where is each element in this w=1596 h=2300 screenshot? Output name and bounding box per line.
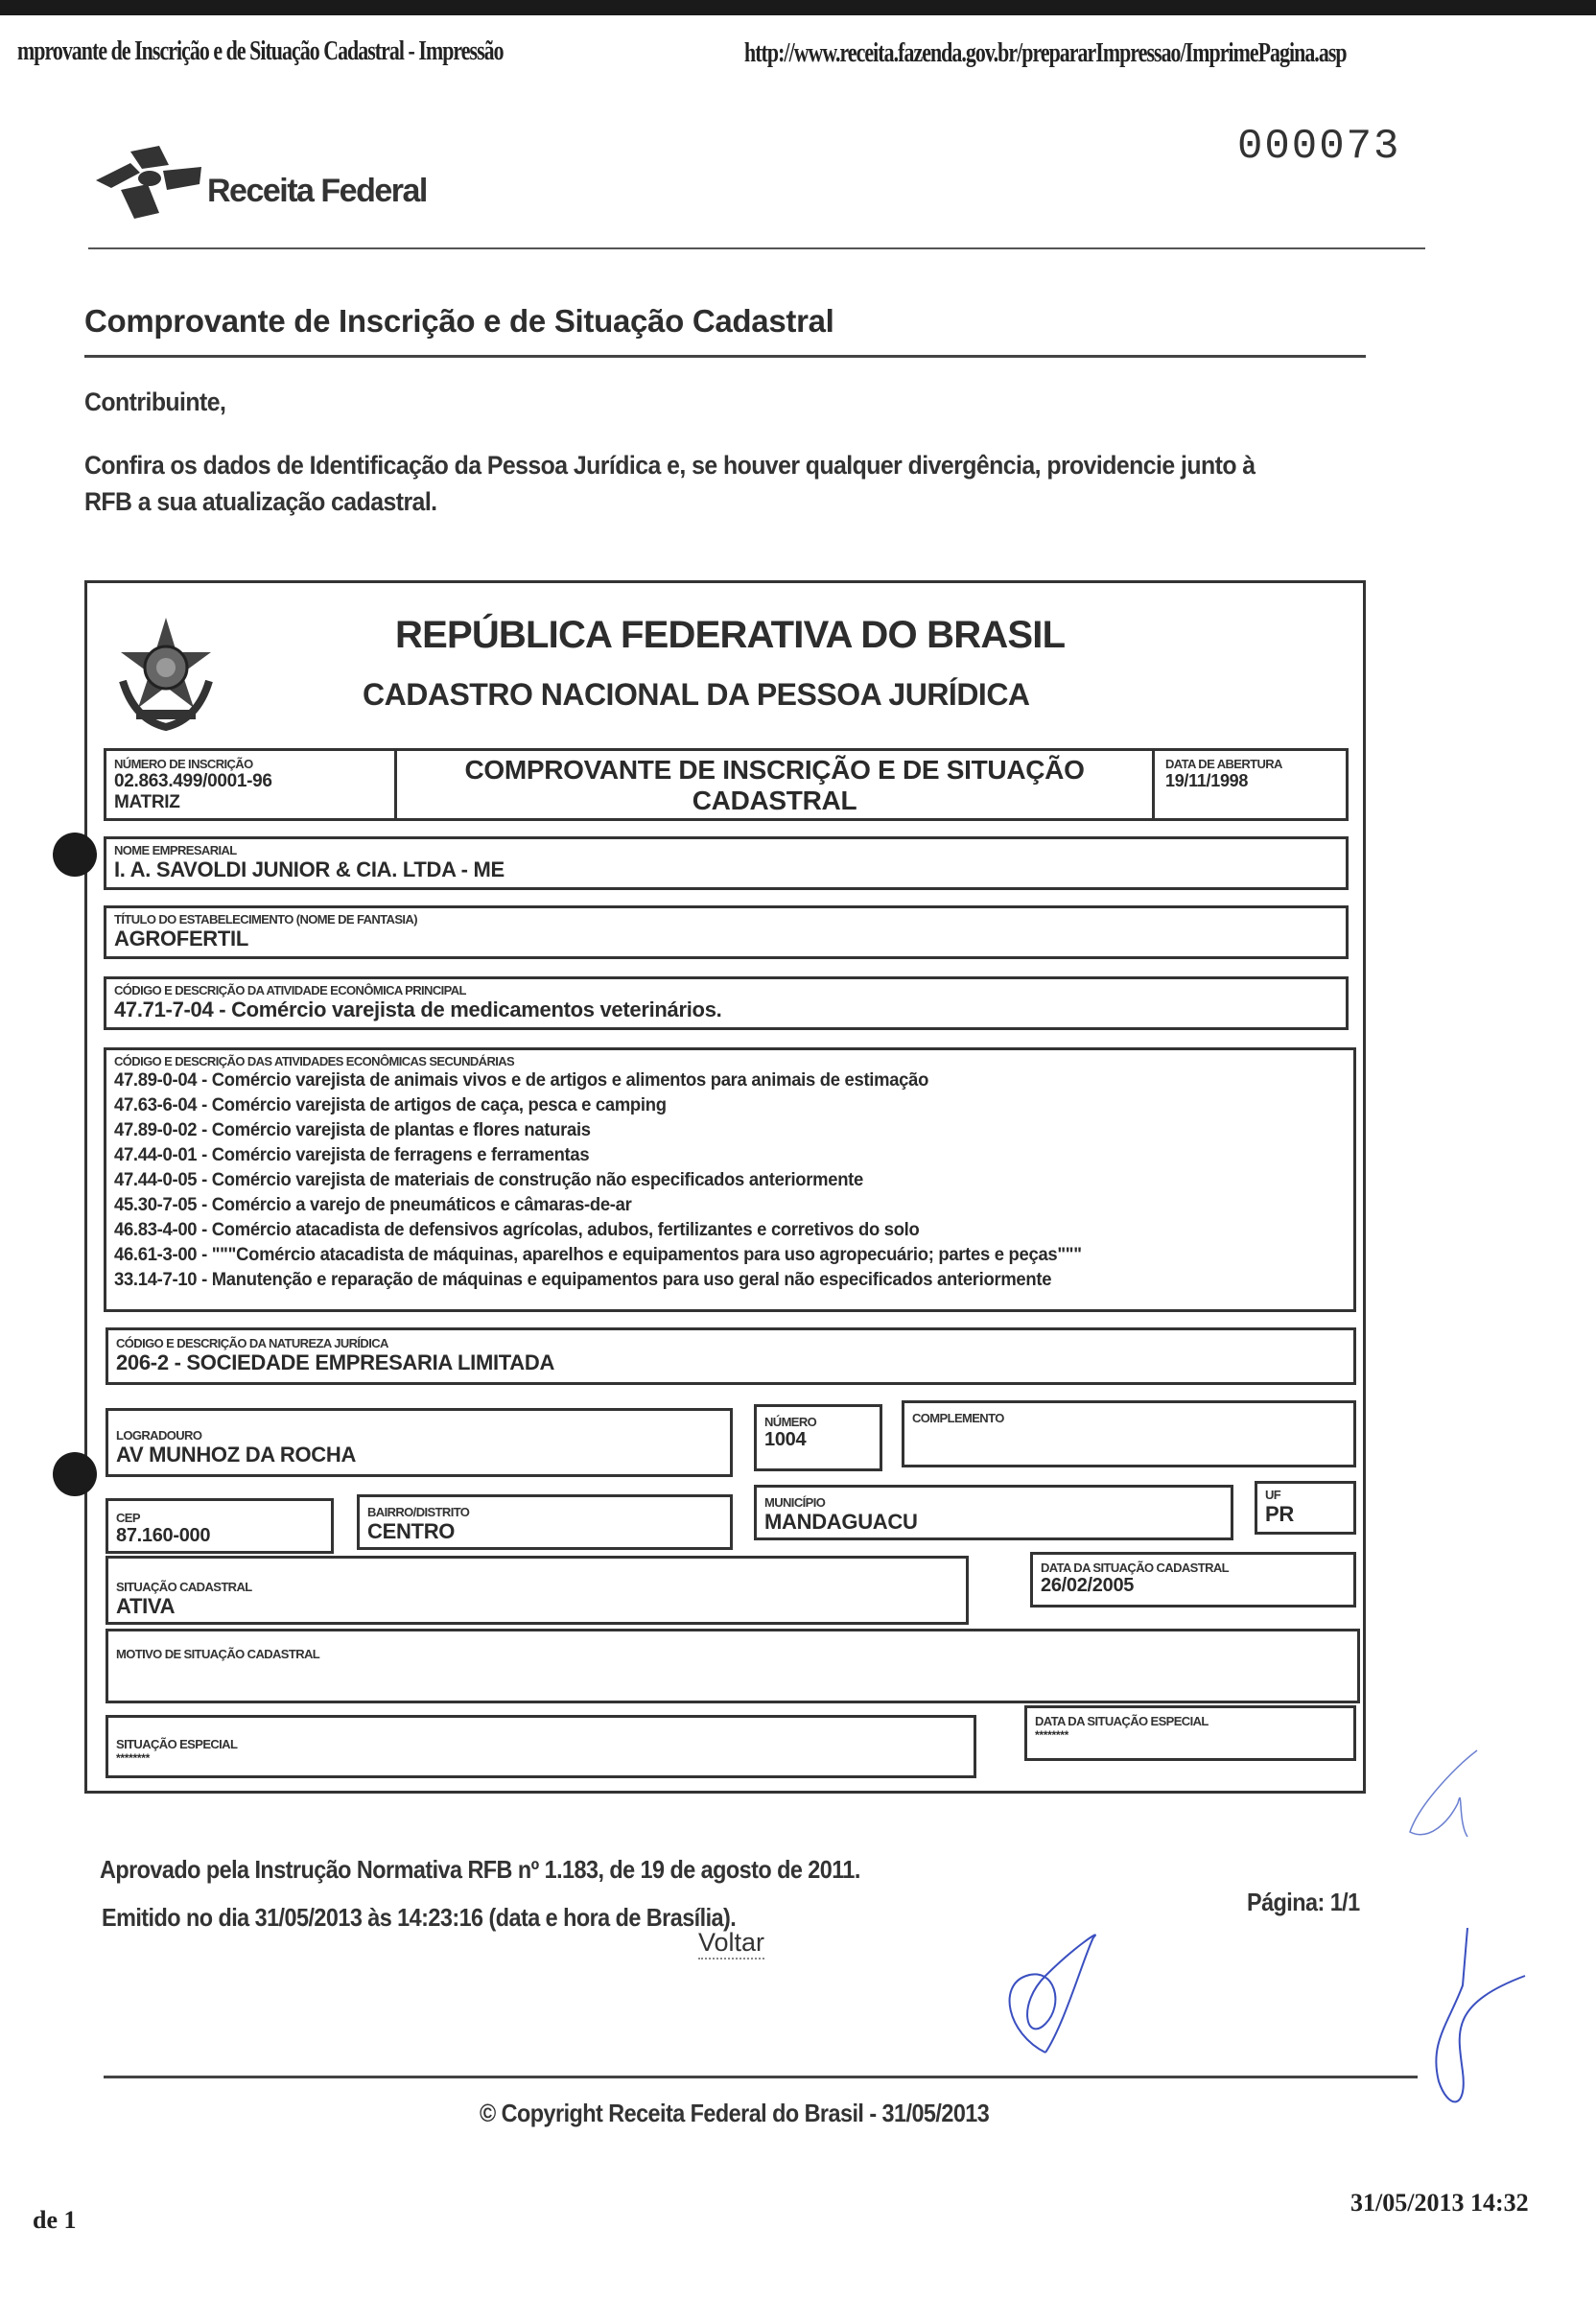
data-situacao-cadastral-field xyxy=(1030,1552,1356,1608)
data-situacao-especial-field xyxy=(1024,1705,1356,1761)
instructions-line-1: Confira os dados de Identificação da Pessoa Jurídica e, se houver qualquer divergência, providencie junto à xyxy=(84,451,1256,480)
municipio-value: MANDAGUACU xyxy=(764,1510,918,1534)
page-title: Comprovante de Inscrição e de Situação Cadastral xyxy=(84,303,834,339)
nome-fantasia-value: AGROFERTIL xyxy=(114,927,248,951)
matriz-value: MATRIZ xyxy=(114,792,180,812)
greeting: Contribuinte, xyxy=(84,387,226,416)
atividade-principal-value: 47.71-7-04 - Comércio varejista de medicamentos veterinários. xyxy=(114,997,722,1021)
nome-empresarial-value: I. A. SAVOLDI JUNIOR & CIA. LTDA - ME xyxy=(114,857,505,881)
logradouro-value: AV MUNHOZ DA ROCHA xyxy=(116,1443,357,1467)
logo-text: Receita Federal xyxy=(207,172,427,209)
list-item: 47.89-0-04 - Comércio varejista de animais vivos e de artigos e alimentos para animais de estimação xyxy=(114,1070,929,1091)
motivo-situacao-field xyxy=(106,1629,1360,1703)
data-abertura-field xyxy=(1158,751,1346,818)
logradouro-label: LOGRADOURO xyxy=(116,1428,202,1443)
signature-mark xyxy=(1410,1928,1544,2120)
atividades-secundarias-label: CÓDIGO E DESCRIÇÃO DAS ATIVIDADES ECONÔMICAS SECUNDÁRIAS xyxy=(114,1054,515,1068)
document-title-line-2: CADASTRAL xyxy=(692,786,857,815)
bairro-field xyxy=(357,1494,733,1550)
scan-top-edge xyxy=(0,0,1596,15)
situacao-cadastral-field xyxy=(106,1556,969,1625)
footer-divider xyxy=(104,2076,1418,2078)
header-divider xyxy=(88,247,1425,249)
page-indicator: Página: 1/1 xyxy=(1247,1888,1360,1916)
list-item: 46.83-4-00 - Comércio atacadista de defensivos agrícolas, adubos, fertilizantes e corretivos do solo xyxy=(114,1220,920,1240)
numero-inscricao-value: 02.863.499/0001-96 xyxy=(114,771,272,791)
atividade-principal-field xyxy=(104,976,1349,1030)
print-timestamp: 31/05/2013 14:32 xyxy=(1350,2189,1529,2217)
uf-field xyxy=(1255,1481,1356,1535)
municipio-field xyxy=(754,1485,1233,1540)
municipio-label: MUNICÍPIO xyxy=(764,1495,826,1510)
stamp-number: 000073 xyxy=(1237,123,1401,171)
numero-label: NÚMERO xyxy=(764,1415,817,1429)
natureza-juridica-field xyxy=(106,1327,1356,1385)
natureza-juridica-value: 206-2 - SOCIEDADE EMPRESARIA LIMITADA xyxy=(116,1350,555,1374)
numero-field xyxy=(754,1404,882,1471)
document-title-field xyxy=(397,751,1155,818)
signature-mark xyxy=(988,1918,1113,2062)
numero-inscricao-label: NÚMERO DE INSCRIÇÃO xyxy=(114,757,253,771)
title-divider xyxy=(84,355,1366,358)
uf-value: PR xyxy=(1265,1502,1294,1526)
nome-empresarial-label: NOME EMPRESARIAL xyxy=(114,843,237,857)
atividade-principal-label: CÓDIGO E DESCRIÇÃO DA ATIVIDADE ECONÔMICA PRINCIPAL xyxy=(114,983,466,997)
list-item: 46.61-3-00 - """Comércio atacadista de máquinas, aparelhos e equipamentos para uso agropecuário; partes e peças""" xyxy=(114,1245,1082,1265)
bairro-label: BAIRRO/DISTRITO xyxy=(367,1505,470,1519)
receita-federal-logo xyxy=(92,142,427,219)
list-item: 47.89-0-02 - Comércio varejista de plantas e flores naturais xyxy=(114,1120,591,1140)
nome-empresarial-field xyxy=(104,836,1349,890)
list-item: 33.14-7-10 - Manutenção e reparação de máquinas e equipamentos para uso geral não especificados anteriormente xyxy=(114,1270,1052,1290)
logradouro-field xyxy=(106,1408,733,1477)
nome-fantasia-label: TÍTULO DO ESTABELECIMENTO (NOME DE FANTASIA) xyxy=(114,912,417,927)
data-situacao-especial-label: DATA DA SITUAÇÃO ESPECIAL xyxy=(1035,1714,1209,1728)
uf-label: UF xyxy=(1265,1488,1281,1502)
situacao-especial-label: SITUAÇÃO ESPECIAL xyxy=(116,1737,238,1751)
complemento-label: COMPLEMENTO xyxy=(912,1411,1004,1425)
print-url: http://www.receita.fazenda.gov.br/prepararImpressao/ImprimePagina.asp xyxy=(744,38,1347,68)
republic-heading: REPÚBLICA FEDERATIVA DO BRASIL xyxy=(395,614,1066,656)
issued-note: Emitido no dia 31/05/2013 às 14:23:16 (data e hora de Brasília). xyxy=(102,1903,737,1932)
data-situacao-especial-value: ******** xyxy=(1035,1728,1068,1742)
brazil-coat-of-arms-icon xyxy=(115,614,217,731)
list-item: 47.63-6-04 - Comércio varejista de artigos de caça, pesca e camping xyxy=(114,1095,667,1115)
list-item: 47.44-0-01 - Comércio varejista de ferragens e ferramentas xyxy=(114,1145,590,1165)
identification-row xyxy=(104,748,1349,821)
data-situacao-cadastral-value: 26/02/2005 xyxy=(1041,1575,1135,1596)
complemento-field xyxy=(902,1400,1356,1467)
data-situacao-cadastral-label: DATA DA SITUAÇÃO CADASTRAL xyxy=(1041,1561,1229,1575)
natureza-juridica-label: CÓDIGO E DESCRIÇÃO DA NATUREZA JURÍDICA xyxy=(116,1336,388,1350)
instructions-line-2: RFB a sua atualização cadastral. xyxy=(84,487,437,516)
cep-value: 87.160-000 xyxy=(116,1525,211,1546)
situacao-especial-field xyxy=(106,1715,976,1778)
binder-hole-mark xyxy=(53,1452,97,1496)
cep-field xyxy=(106,1498,334,1554)
list-item: 45.30-7-05 - Comércio a varejo de pneumáticos e câmaras-de-ar xyxy=(114,1195,632,1215)
print-page-count: de 1 xyxy=(33,2206,77,2234)
numero-value: 1004 xyxy=(764,1429,807,1450)
data-abertura-value: 19/11/1998 xyxy=(1165,771,1249,790)
atividades-secundarias-field xyxy=(104,1047,1356,1312)
nome-fantasia-field xyxy=(104,905,1349,959)
data-abertura-label: DATA DE ABERTURA xyxy=(1165,757,1282,771)
signature-mark xyxy=(1391,1746,1496,1851)
back-link[interactable]: Voltar xyxy=(698,1928,764,1960)
list-item: 47.44-0-05 - Comércio varejista de materiais de construção não especificados anteriormente xyxy=(114,1170,863,1190)
situacao-cadastral-label: SITUAÇÃO CADASTRAL xyxy=(116,1580,252,1594)
numero-inscricao-field xyxy=(106,751,397,818)
document-title-line-1: COMPROVANTE DE INSCRIÇÃO E DE SITUAÇÃO xyxy=(464,755,1085,785)
copyright: © Copyright Receita Federal do Brasil - 31/05/2013 xyxy=(480,2099,990,2127)
approval-note: Aprovado pela Instrução Normativa RFB nº 1.183, de 19 de agosto de 2011. xyxy=(100,1855,860,1884)
receita-federal-logo-icon xyxy=(92,142,205,219)
print-page-title: mprovante de Inscrição e de Situação Cadastral - Impressão xyxy=(17,36,504,66)
situacao-especial-value: ******** xyxy=(116,1751,150,1765)
motivo-situacao-label: MOTIVO DE SITUAÇÃO CADASTRAL xyxy=(116,1647,320,1661)
binder-hole-mark xyxy=(53,833,97,877)
bairro-value: CENTRO xyxy=(367,1519,456,1543)
cep-label: CEP xyxy=(116,1511,140,1525)
situacao-cadastral-value: ATIVA xyxy=(116,1594,176,1618)
registry-heading: CADASTRO NACIONAL DA PESSOA JURÍDICA xyxy=(363,677,1030,712)
